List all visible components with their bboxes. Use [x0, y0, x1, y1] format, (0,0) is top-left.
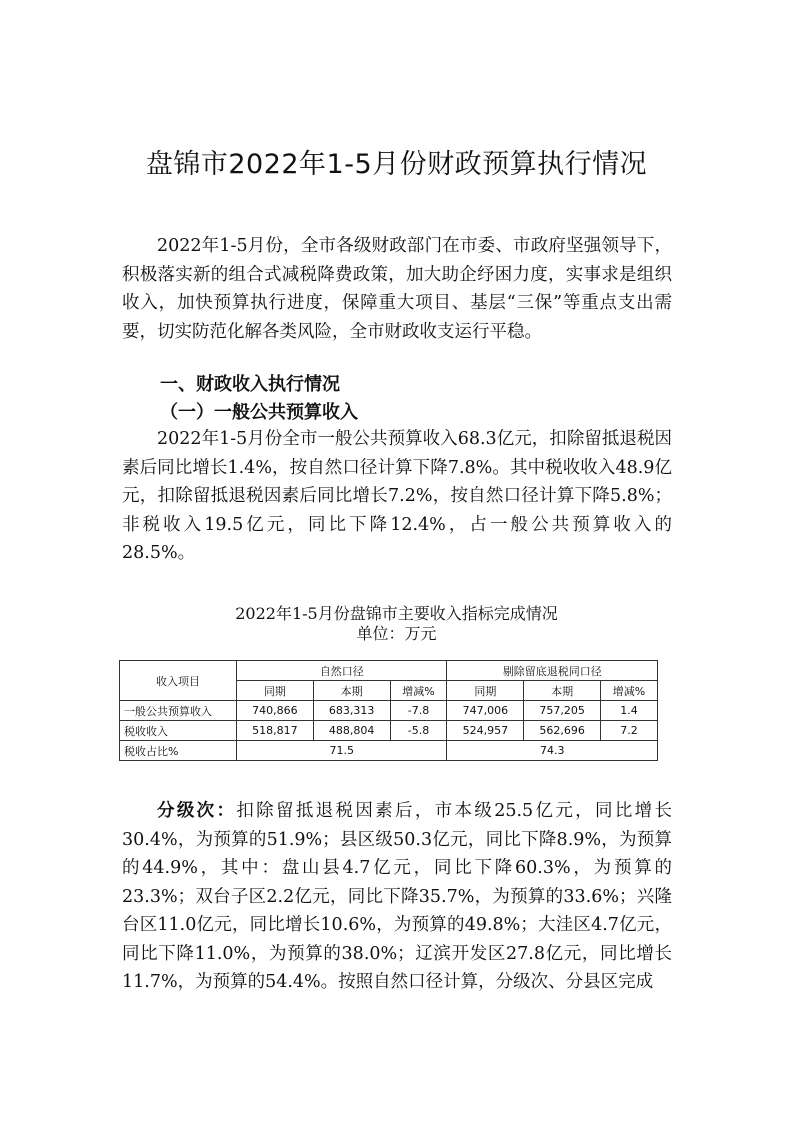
paragraph-lead: 分级次：	[157, 801, 237, 821]
table-unit: 单位：万元	[356, 624, 437, 643]
table-cell: 488,804	[313, 721, 390, 741]
table-header-cell: 本期	[524, 681, 601, 701]
table-cell: 一般公共预算收入	[120, 701, 237, 721]
general-budget-paragraph: 2022年1-5月份全市一般公共预算收入68.3亿元，扣除留抵退税因素后同比增长1.4%，按自然口径计算下降7.8%。其中税收收入48.9亿元，扣除留抵退税因素后同比增长7.2%，按自然口径计算下降5.8%；非税收入19.5亿元，同比下降12.4%，占一般公共预算收入的28.5%。	[122, 429, 672, 563]
table-row	[120, 741, 658, 761]
table-caption: 2022年1-5月份盘锦市主要收入指标完成情况	[235, 604, 558, 623]
table-header-cell: 增减%	[601, 681, 658, 701]
paragraph-body: 扣除留抵退税因素后，市本级25.5亿元，同比增长30.4%，为预算的51.9%；县区级50.3亿元，同比下降8.9%，为预算的44.9%，其中：盘山县4.7亿元，同比下降60.3%，为预算的23.3%；双台子区2.2亿元，同比下降35.7%，为预算的33.6%；兴隆台区11.0亿元，同比增长10.6%，为预算的49.8%；大洼区4.7亿元，同比下降11.0%，为预算的38.0%；辽滨开发区27.8亿元，同比增长11.7%，为预算的54.4%。按照自然口径计算，分级次、分县区完成	[122, 801, 672, 992]
level-breakdown-paragraph	[122, 797, 672, 997]
table-row	[120, 701, 658, 721]
table-cell: -5.8	[390, 721, 447, 741]
table-cell: 71.5	[237, 741, 447, 761]
page-title: 盘锦市2022年1-5月份财政预算执行情况	[145, 149, 648, 180]
table-cell: 740,866	[237, 701, 314, 721]
table-header-cell: 自然口径	[237, 661, 447, 681]
section-heading-revenue: 一、财政收入执行情况	[160, 374, 340, 395]
table-header-cell: 同期	[237, 681, 314, 701]
table-cell: 税收收入	[120, 721, 237, 741]
table-header-cell: 本期	[313, 681, 390, 701]
subsection-heading-general-budget: （一）一般公共预算收入	[160, 402, 358, 423]
table-header-cell: 剔除留底退税同口径	[447, 661, 658, 681]
table-cell: 757,205	[524, 701, 601, 721]
table-cell: 524,957	[447, 721, 524, 741]
table-cell: 747,006	[447, 701, 524, 721]
table-cell: 518,817	[237, 721, 314, 741]
table-header-row	[120, 661, 658, 681]
table-header-cell: 增减%	[390, 681, 447, 701]
table-cell: 562,696	[524, 721, 601, 741]
table-cell: -7.8	[390, 701, 447, 721]
table-cell: 683,313	[313, 701, 390, 721]
table-cell: 74.3	[447, 741, 658, 761]
table-cell: 7.2	[601, 721, 658, 741]
intro-paragraph: 2022年1-5月份，全市各级财政部门在市委、市政府坚强领导下，积极落实新的组合式减税降费政策，加大助企纾困力度，实事求是组织收入，加快预算执行进度，保障重大项目、基层“三保”等重点支出需要，切实防范化解各类风险，全市财政收支运行平稳。	[122, 236, 672, 342]
table-cell: 税收占比%	[120, 741, 237, 761]
table-header-cell: 同期	[447, 681, 524, 701]
table-cell: 1.4	[601, 701, 658, 721]
revenue-indicator-table	[119, 660, 658, 761]
table-header-cell: 收入项目	[120, 661, 237, 701]
table-row	[120, 721, 658, 741]
